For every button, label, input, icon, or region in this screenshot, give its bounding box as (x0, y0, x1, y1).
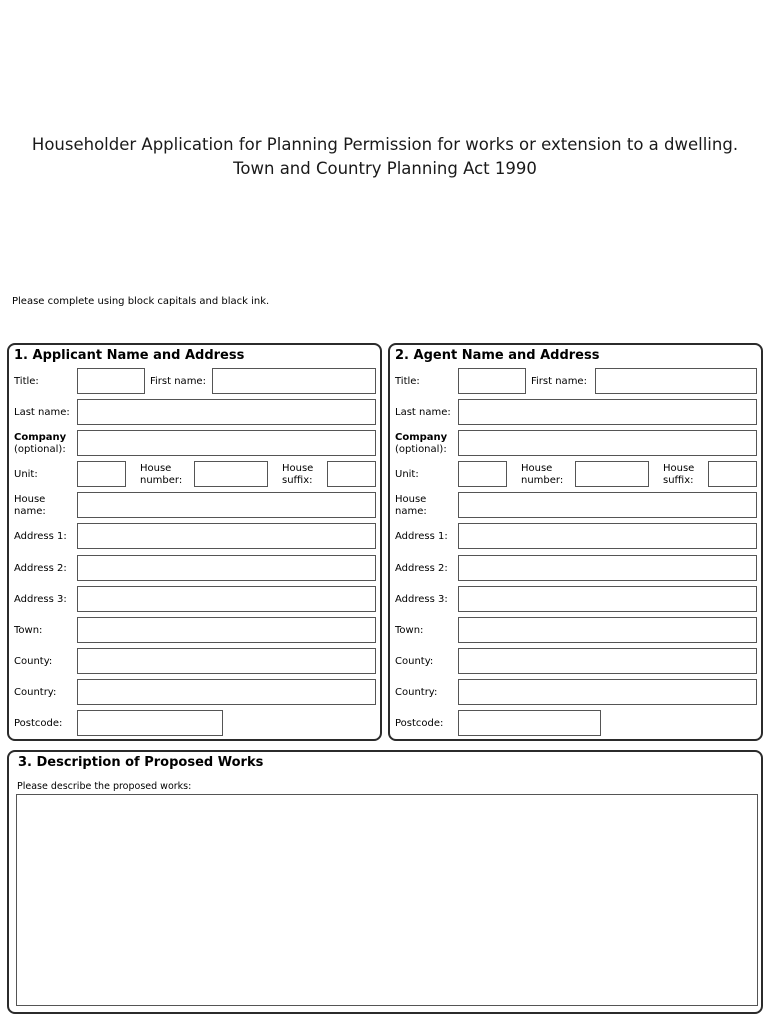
applicant-house-name-input[interactable] (77, 492, 376, 518)
instruction-text: Please complete using block capitals and black ink. (12, 296, 270, 307)
last-name-label: Last name: (395, 407, 451, 418)
agent-title-input[interactable] (458, 368, 526, 394)
applicant-first-name-input[interactable] (212, 368, 376, 394)
agent-company-input[interactable] (458, 430, 757, 456)
agent-address-2-input[interactable] (458, 555, 757, 581)
agent-house-name-input[interactable] (458, 492, 757, 518)
applicant-address-1-input[interactable] (77, 523, 376, 549)
address-1-label: Address 1: (395, 531, 448, 542)
company-label: Company (395, 432, 448, 443)
description-heading: 3. Description of Proposed Works (18, 755, 264, 770)
applicant-last-name-input[interactable] (77, 399, 376, 425)
company-optional-label: (optional): (14, 444, 66, 455)
title-label: Title: (395, 376, 420, 387)
applicant-panel (7, 343, 382, 741)
postcode-label: Postcode: (395, 718, 444, 729)
last-name-label: Last name: (14, 407, 70, 418)
house-suffix-label-line-1: House (282, 463, 314, 474)
unit-label: Unit: (14, 469, 38, 480)
applicant-town-input[interactable] (77, 617, 376, 643)
house-suffix-label-line-2: suffix: (282, 475, 313, 486)
agent-postcode-input[interactable] (458, 710, 601, 736)
applicant-country-input[interactable] (77, 679, 376, 705)
applicant-county-input[interactable] (77, 648, 376, 674)
agent-town-input[interactable] (458, 617, 757, 643)
applicant-heading: 1. Applicant Name and Address (14, 348, 245, 363)
applicant-title-input[interactable] (77, 368, 145, 394)
house-number-label-line-1: House (140, 463, 172, 474)
form-title-line-2: Town and Country Planning Act 1990 (233, 159, 537, 178)
description-prompt: Please describe the proposed works: (17, 781, 192, 792)
agent-panel (388, 343, 763, 741)
house-number-label-line-2: number: (521, 475, 564, 486)
first-name-label: First name: (531, 376, 587, 387)
address-2-label: Address 2: (395, 563, 448, 574)
address-3-label: Address 3: (14, 594, 67, 605)
postcode-label: Postcode: (14, 718, 63, 729)
unit-label: Unit: (395, 469, 419, 480)
house-name-label-line-2: name: (395, 506, 427, 517)
address-2-label: Address 2: (14, 563, 67, 574)
agent-unit-input[interactable] (458, 461, 507, 487)
applicant-house-number-input[interactable] (194, 461, 268, 487)
town-label: Town: (395, 625, 424, 636)
house-number-label-line-2: number: (140, 475, 183, 486)
agent-address-1-input[interactable] (458, 523, 757, 549)
agent-address-3-input[interactable] (458, 586, 757, 612)
agent-house-number-input[interactable] (575, 461, 649, 487)
agent-county-input[interactable] (458, 648, 757, 674)
applicant-postcode-input[interactable] (77, 710, 223, 736)
address-3-label: Address 3: (395, 594, 448, 605)
company-optional-label: (optional): (395, 444, 447, 455)
agent-country-input[interactable] (458, 679, 757, 705)
description-panel (7, 750, 763, 1014)
applicant-address-3-input[interactable] (77, 586, 376, 612)
house-name-label-line-1: House (395, 494, 427, 505)
house-name-label-line-2: name: (14, 506, 46, 517)
applicant-unit-input[interactable] (77, 461, 126, 487)
country-label: Country: (395, 687, 438, 698)
first-name-label: First name: (150, 376, 206, 387)
applicant-address-2-input[interactable] (77, 555, 376, 581)
proposed-works-textarea[interactable] (16, 794, 758, 1006)
town-label: Town: (14, 625, 43, 636)
agent-first-name-input[interactable] (595, 368, 757, 394)
house-number-label-line-1: House (521, 463, 553, 474)
county-label: County: (395, 656, 434, 667)
applicant-house-suffix-input[interactable] (327, 461, 376, 487)
title-label: Title: (14, 376, 39, 387)
company-label: Company (14, 432, 67, 443)
applicant-company-input[interactable] (77, 430, 376, 456)
house-suffix-label-line-1: House (663, 463, 695, 474)
agent-house-suffix-input[interactable] (708, 461, 757, 487)
house-suffix-label-line-2: suffix: (663, 475, 694, 486)
agent-last-name-input[interactable] (458, 399, 757, 425)
county-label: County: (14, 656, 53, 667)
agent-heading: 2. Agent Name and Address (395, 348, 600, 363)
country-label: Country: (14, 687, 57, 698)
form-title-line-1: Householder Application for Planning Permission for works or extension to a dwelling. (31, 135, 739, 154)
house-name-label-line-1: House (14, 494, 46, 505)
address-1-label: Address 1: (14, 531, 67, 542)
